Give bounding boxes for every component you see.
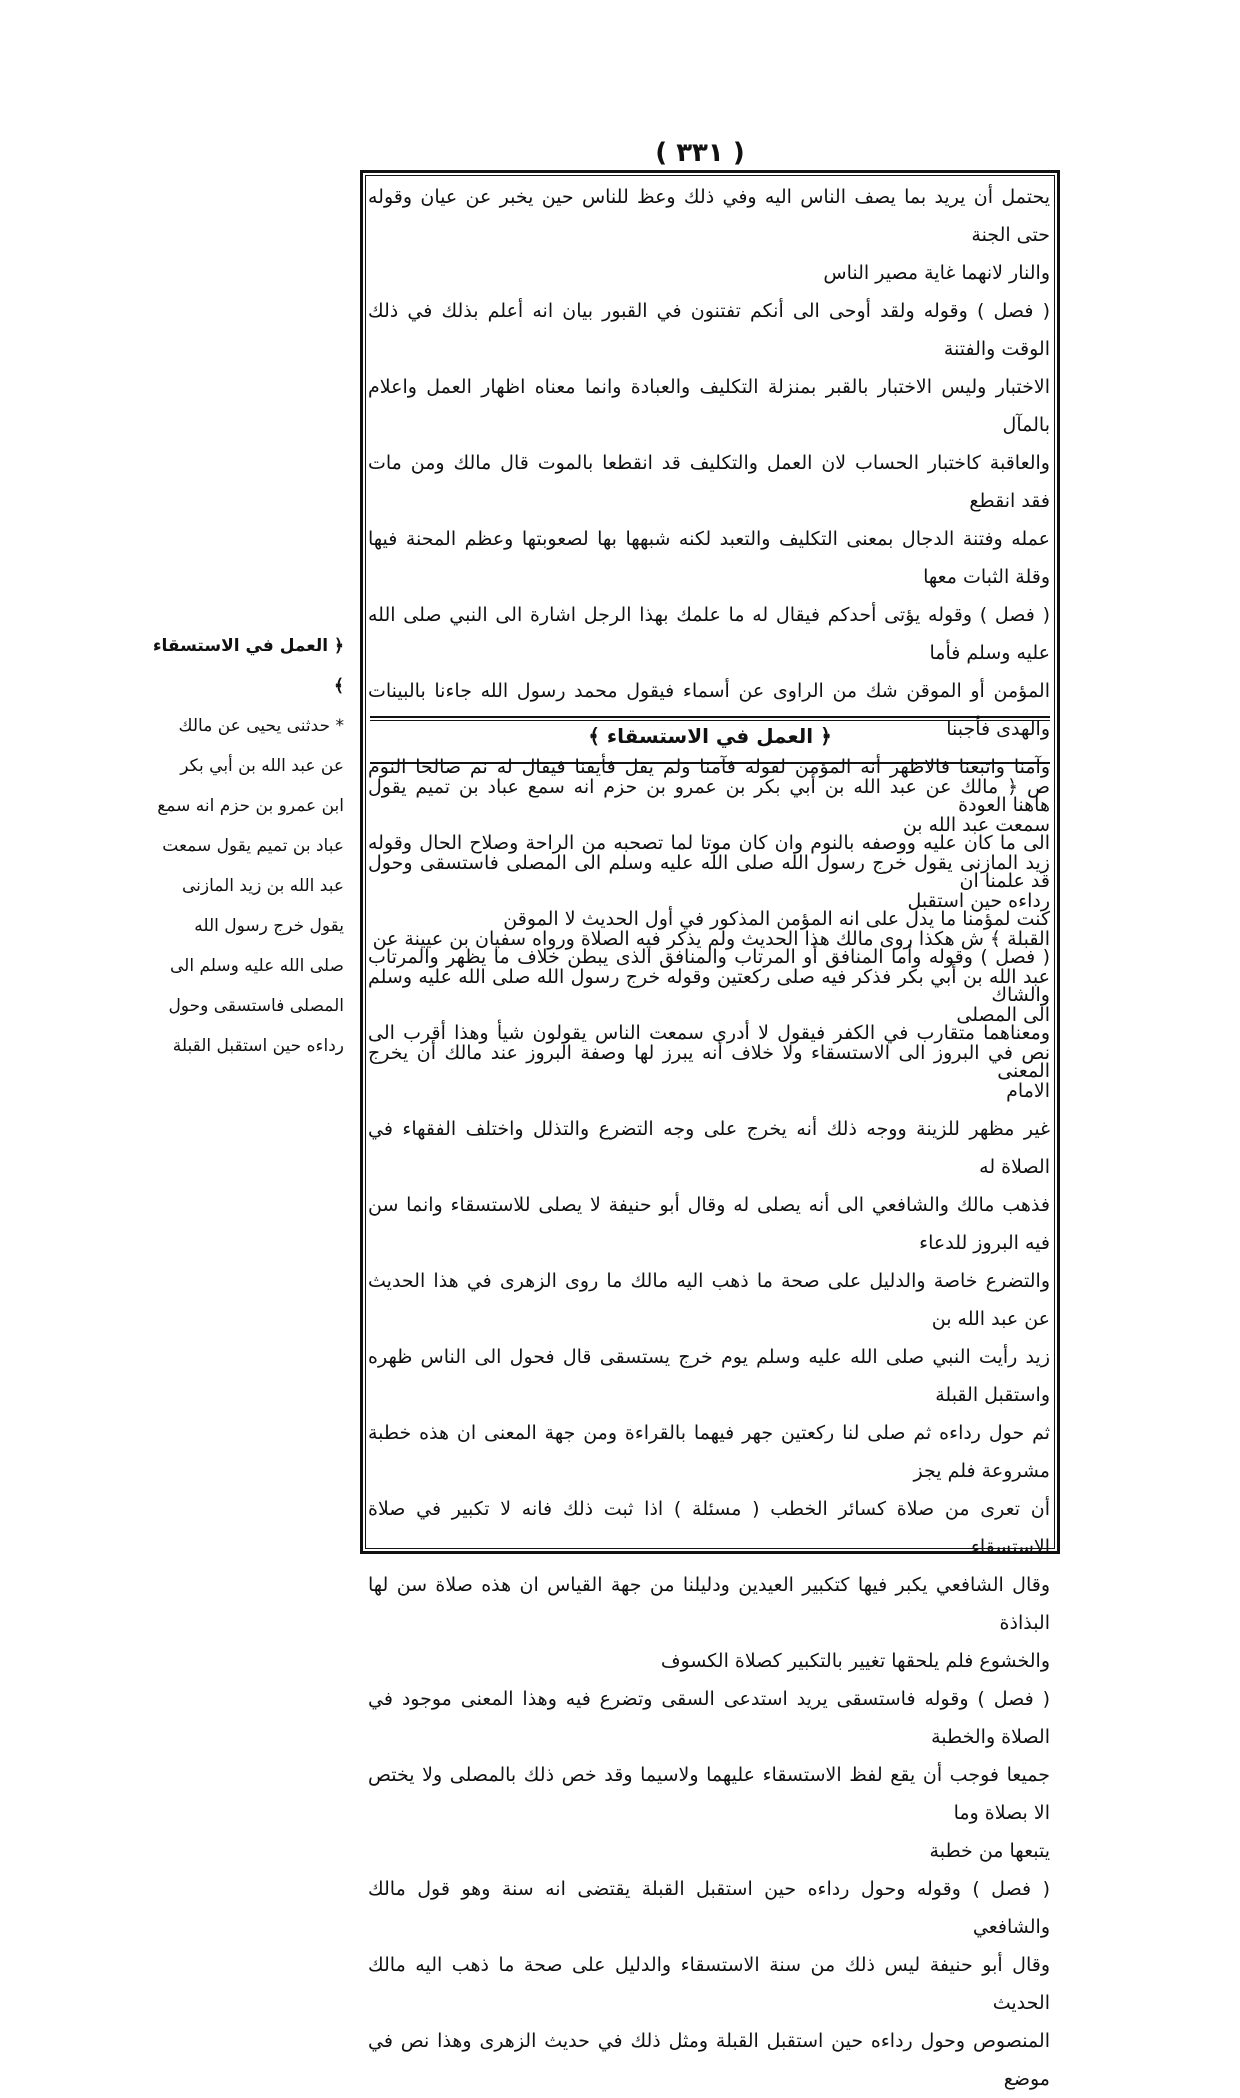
- text-line: والخشوع فلم يلحقها تغيير بالتكبير كصلاة الكسوف: [660, 1650, 1050, 1672]
- text-line: ( فصل ) وقوله وحول رداءه حين استقبل القبلة يقتضى انه سنة وهو قول مالك والشافعي: [368, 1878, 1050, 1938]
- text-line: زيد المازنى يقول خرج رسول الله صلى الله عليه وسلم الى المصلى فاستسقى وحول رداءه حين استقبل: [368, 852, 1050, 912]
- text-line: وآمنا واتبعنا فالاظهر أنه المؤمن لقوله فآمنا ولم يقل فأيقنا فيقال له نم صالحا النوم هاهنا العودة: [368, 756, 1050, 816]
- text-line: المنصوص وحول رداءه حين استقبل القبلة ومثل ذلك في حديث الزهرى وهذا نص في موضع: [368, 2030, 1050, 2090]
- text-line: القبلة ﴾ ش هكذا روى مالك هذا الحديث ولم يذكر فيه الصلاة ورواه سفيان بن عيينة عن: [372, 928, 1050, 950]
- margin-line: صلى الله عليه وسلم الى: [170, 956, 344, 976]
- text-line: والنار لانهما غاية مصير الناس: [823, 262, 1050, 284]
- lower-commentary: [368, 768, 1050, 2098]
- margin-line: عبد الله بن زيد المازنى: [181, 876, 344, 896]
- text-line: الى ما كان عليه ووصفه بالنوم وان كان موتا لما تصحبه من الراحة وصلاح الحال وقوله قد علمنا ان: [368, 832, 1050, 892]
- margin-line: ابن عمرو بن حزم انه سمع: [157, 796, 344, 816]
- text-line: والعاقبة كاختبار الحساب لان العمل والتكليف قد انقطعا بالموت قال مالك ومن مات فقد انقطع: [368, 452, 1050, 512]
- section-divider-top: [370, 716, 1050, 718]
- text-line: ( فصل ) وقوله وأما المنافق أو المرتاب والمنافق الذى يبطن خلاف ما يظهر والمرتاب والشاك: [368, 946, 1050, 1006]
- text-line: يحتمل أن يريد بما يصف الناس اليه وفي ذلك وعظ للناس حين يخبر عن عيان وقوله حتى الجنة: [368, 186, 1050, 246]
- text-line: ومعناهما متقارب في الكفر فيقول لا أدرى سمعت الناس يقولون شيأ وهذا أقرب الى المعنى: [368, 1022, 1050, 1082]
- text-line: عمله وفتنة الدجال بمعنى التكليف والتعبد لكنه شبهها بها لصعوبتها وعظم المحنة فيها وقلة الثبات معها: [368, 528, 1050, 588]
- text-line: ص ﴿ مالك عن عبد الله بن أبي بكر بن عمرو بن حزم انه سمع عباد بن تميم يقول سمعت عبد الله بن: [368, 776, 1050, 836]
- text-line: وقال أبو حنيفة ليس ذلك من سنة الاستسقاء والدليل على صحة ما ذهب اليه مالك الحديث: [368, 1954, 1050, 2014]
- text-line: ( فصل ) وقوله فاستسقى يريد استدعى السقى وتضرع فيه وهذا المعنى موجود في الصلاة والخطبة: [368, 1688, 1050, 1748]
- text-line: الاختبار وليس الاختبار بالقبر بمنزلة التكليف والعبادة وانما معناه اظهار العمل واعلام بالمآل: [368, 376, 1050, 436]
- text-line: عبد الله بن أبي بكر فذكر فيه صلى ركعتين وقوله خرج رسول الله صلى الله عليه وسلم الى المصلى: [368, 966, 1050, 1026]
- text-line: نص في البروز الى الاستسقاء ولا خلاف أنه يبرز لها وصفة البروز عند مالك أن يخرج الامام: [368, 1042, 1050, 1102]
- text-line: والتضرع خاصة والدليل على صحة ما ذهب اليه مالك ما روى الزهرى في هذا الحديث عن عبد الله بن: [368, 1270, 1050, 1330]
- margin-line: عباد بن تميم يقول سمعت: [162, 836, 344, 856]
- text-line: فذهب مالك والشافعي الى أنه يصلى له وقال أبو حنيفة لا يصلى للاستسقاء وانما سن فيه البروز للدعاء: [368, 1194, 1050, 1254]
- margin-line: * حدثنى يحيى عن مالك: [178, 716, 344, 736]
- text-line: زيد رأيت النبي صلى الله عليه وسلم يوم خرج يستسقى قال فحول الى الناس ظهره واستقبل القبلة: [368, 1346, 1050, 1406]
- text-line: المؤمن أو الموقن شك من الراوى عن أسماء فيقول محمد رسول الله جاءنا بالبينات والهدى فأجبنا: [368, 680, 1050, 740]
- margin-line: رداءه حين استقبل القبلة: [172, 1036, 344, 1056]
- text-line: غير مظهر للزينة ووجه ذلك أنه يخرج على وجه التضرع والتذلل واختلف الفقهاء في الصلاة له: [368, 1118, 1050, 1178]
- text-line: ( فصل ) وقوله يؤتى أحدكم فيقال له ما علمك بهذا الرجل اشارة الى النبي صلى الله عليه وسلم فأما: [368, 604, 1050, 664]
- section-title: ﴿ العمل في الاستسقاء ﴾: [588, 724, 832, 748]
- text-line: ( فصل ) وقوله ولقد أوحى الى أنكم تفتنون في القبور بيان انه أعلم بذلك في ذلك الوقت والفتنة: [368, 300, 1050, 360]
- page-number: ( ٣٣١ ): [655, 138, 745, 168]
- margin-line: المصلى فاستسقى وحول: [168, 996, 344, 1016]
- text-line: يتبعها من خطبة: [929, 1840, 1050, 1862]
- margin-line: عن عبد الله بن أبي بكر: [180, 756, 344, 776]
- margin-title: ﴿ العمل في الاستسقاء ﴾: [152, 636, 344, 696]
- section-divider-bottom: [370, 762, 1050, 764]
- text-line: ثم حول رداءه ثم صلى لنا ركعتين جهر فيهما بالقراءة ومن جهة المعنى ان هذه خطبة مشروعة فلم يجز: [368, 1422, 1050, 1482]
- margin-line: يقول خرج رسول الله: [194, 916, 344, 936]
- text-line: جميعا فوجب أن يقع لفظ الاستسقاء عليهما ولاسيما وقد خص ذلك بالمصلى ولا يختص الا بصلاة وما: [368, 1764, 1050, 1824]
- section-divider-top-inner: [370, 720, 1050, 721]
- margin-hadith-text: [138, 626, 344, 1066]
- text-line: وقال الشافعي يكبر فيها كتكبير العيدين ودليلنا من جهة القياس ان هذه صلاة سن لها البذاذة: [368, 1574, 1050, 1634]
- text-line: كنت لمؤمنا ما يدل على انه المؤمن المذكور في أول الحديث لا الموقن: [503, 908, 1050, 930]
- text-line: أن تعرى من صلاة كسائر الخطب ( مسئلة ) اذا ثبت ذلك فانه لا تكبير في صلاة الاستسقاء: [368, 1498, 1050, 1558]
